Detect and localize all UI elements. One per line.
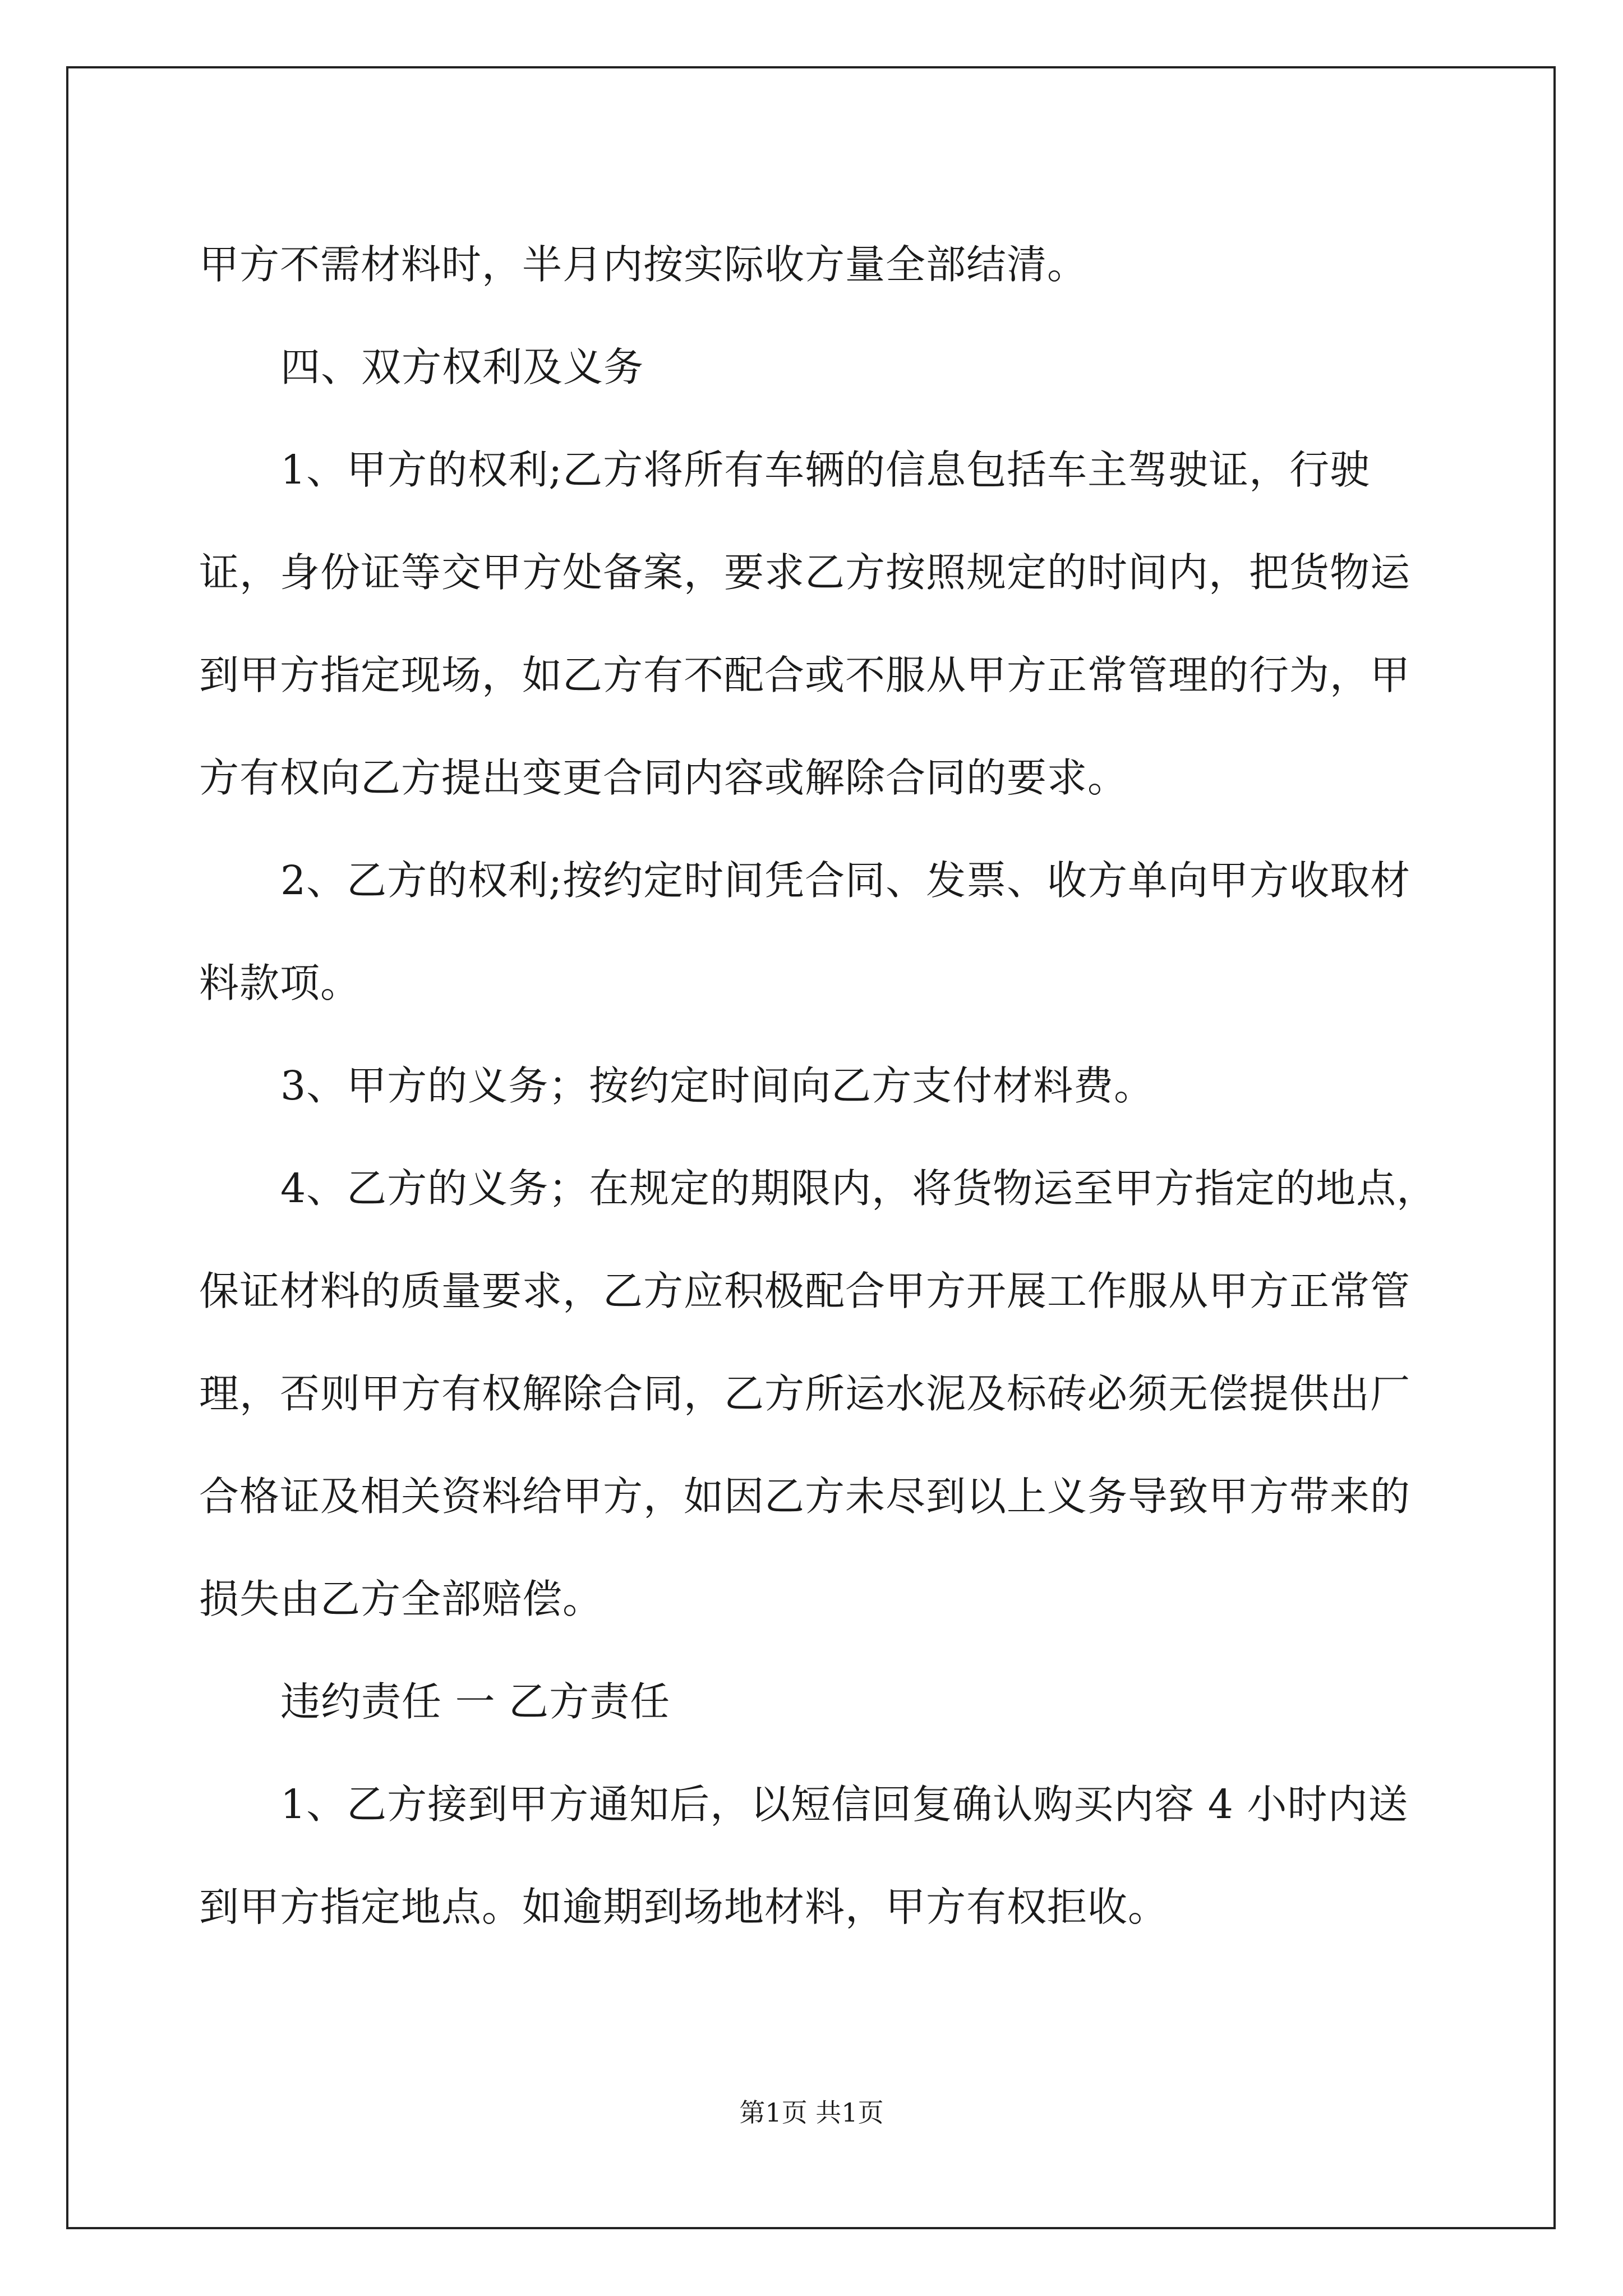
page-footer: 第1页 共1页 — [739, 2097, 884, 2128]
section-heading-rights-obligations: 四、双方权利及义务 — [280, 344, 644, 390]
document-body — [199, 213, 1438, 1958]
section-heading-liability: 违约责任 一 乙方责任 — [280, 1678, 671, 1725]
paragraph-party-b-obligations: 4、乙方的义务；在规定的期限内，将货物运至甲方指定的地点，保证材料的质量要求，乙方应积极配合甲方开展工作服从甲方正常管理，否则甲方有权解除合同，乙方所运水泥及标砖必须无偿提供出厂合格证及相关资料给甲方，如因乙方未尽到以上义务导致甲方带来的损失由乙方全部赔偿。 — [199, 1165, 1437, 1622]
paragraph-party-a-obligations: 3、甲方的义务；按约定时间向乙方支付材料费。 — [280, 1062, 1155, 1109]
paragraph-party-a-rights: 1、甲方的权利;乙方将所有车辆的信息包括车主驾驶证，行驶证，身份证等交甲方处备案，要求乙方按照规定的时间内，把货物运到甲方指定现场，如乙方有不配合或不服从甲方正常管理的行为，甲方有权向乙方提出变更合同内容或解除合同的要求。 — [199, 447, 1411, 801]
paragraph-liability-1: 1、乙方接到甲方通知后，以短信回复确认购买内容 4 小时内送到甲方指定地点。如逾期到场地材料，甲方有权拒收。 — [199, 1781, 1409, 1930]
paragraph-party-b-rights: 2、乙方的权利;按约定时间凭合同、发票、收方单向甲方收取材料款项。 — [199, 857, 1411, 1006]
paragraph-1: 甲方不需材料时，半月内按实际收方量全部结清。 — [199, 241, 1088, 288]
